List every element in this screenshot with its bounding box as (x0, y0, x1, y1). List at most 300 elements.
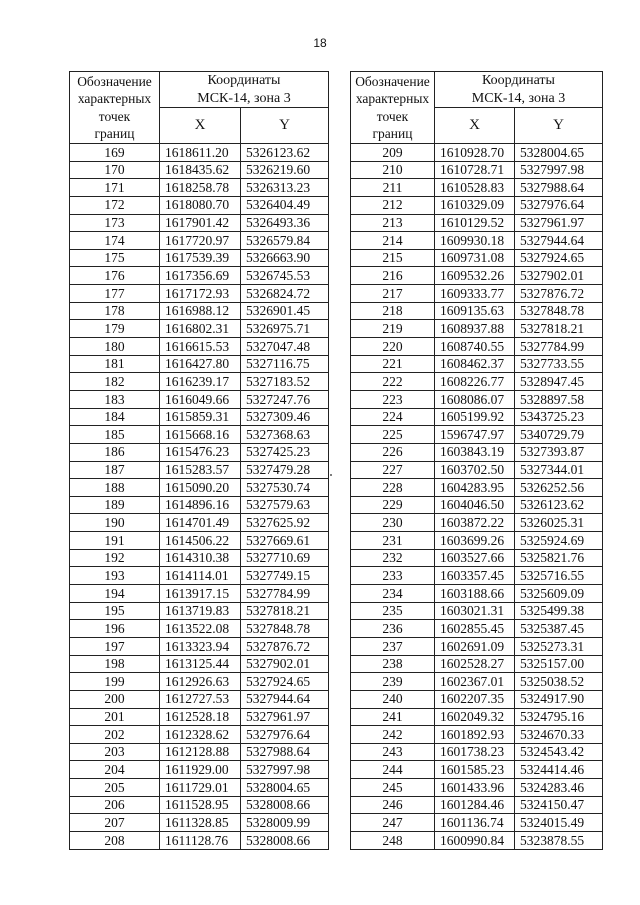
table-row (351, 355, 603, 373)
x-coordinate-cell: 1609135.63 (435, 302, 515, 320)
x-coordinate-cell: 1603843.19 (435, 443, 515, 461)
point-number-cell: 197 (70, 637, 160, 655)
coordinates-header: Координаты МСК-14, зона 3 (435, 72, 603, 108)
point-number-cell: 182 (70, 373, 160, 391)
point-number-cell: 179 (70, 320, 160, 338)
y-coordinate-cell: 5327784.99 (241, 585, 329, 603)
table-row (351, 620, 603, 638)
table-row (351, 796, 603, 814)
table-row (70, 179, 329, 197)
table-row (351, 373, 603, 391)
table-row (70, 637, 329, 655)
table-row (351, 461, 603, 479)
y-header: Y (241, 108, 329, 144)
point-number-cell: 206 (70, 796, 160, 814)
point-label-header: Обозначение характерных точек границ (70, 72, 160, 144)
table-row (351, 196, 603, 214)
y-coordinate-cell: 5323878.55 (515, 831, 603, 849)
y-coordinate-cell: 5326219.60 (241, 161, 329, 179)
point-number-cell: 194 (70, 585, 160, 603)
table-row (351, 743, 603, 761)
table-row (70, 461, 329, 479)
point-number-cell: 185 (70, 426, 160, 444)
table-row (351, 814, 603, 832)
point-number-cell: 234 (351, 585, 435, 603)
x-coordinate-cell: 1601585.23 (435, 761, 515, 779)
x-coordinate-cell: 1615476.23 (160, 443, 241, 461)
point-number-cell: 169 (70, 144, 160, 162)
y-coordinate-cell: 5325716.55 (515, 567, 603, 585)
point-number-cell: 222 (351, 373, 435, 391)
y-coordinate-cell: 5327749.15 (241, 567, 329, 585)
point-number-cell: 214 (351, 232, 435, 250)
point-number-cell: 184 (70, 408, 160, 426)
x-coordinate-cell: 1612128.88 (160, 743, 241, 761)
point-number-cell: 208 (70, 831, 160, 849)
y-coordinate-cell: 5328004.65 (515, 144, 603, 162)
y-coordinate-cell: 5343725.23 (515, 408, 603, 426)
table-row (70, 479, 329, 497)
point-number-cell: 200 (70, 690, 160, 708)
table-row (70, 285, 329, 303)
y-coordinate-cell: 5327309.46 (241, 408, 329, 426)
point-number-cell: 172 (70, 196, 160, 214)
y-coordinate-cell: 5328897.58 (515, 390, 603, 408)
table-body-left (70, 144, 329, 850)
x-coordinate-cell: 1616615.53 (160, 338, 241, 356)
x-coordinate-cell: 1596747.97 (435, 426, 515, 444)
y-coordinate-cell: 5327997.98 (241, 761, 329, 779)
x-coordinate-cell: 1616427.80 (160, 355, 241, 373)
table-row (351, 320, 603, 338)
x-coordinate-cell: 1617539.39 (160, 249, 241, 267)
x-coordinate-cell: 1610329.09 (435, 196, 515, 214)
y-coordinate-cell: 5327425.23 (241, 443, 329, 461)
y-coordinate-cell: 5326123.62 (515, 496, 603, 514)
table-row (351, 214, 603, 232)
table-row (351, 496, 603, 514)
table-row (351, 673, 603, 691)
point-number-cell: 248 (351, 831, 435, 849)
point-number-cell: 198 (70, 655, 160, 673)
y-coordinate-cell: 5327818.21 (515, 320, 603, 338)
table-row (70, 373, 329, 391)
point-number-cell: 202 (70, 726, 160, 744)
table-row (351, 267, 603, 285)
y-coordinate-cell: 5326901.45 (241, 302, 329, 320)
table-row (351, 585, 603, 603)
x-coordinate-cell: 1614310.38 (160, 549, 241, 567)
y-coordinate-cell: 5324414.46 (515, 761, 603, 779)
table-row (70, 567, 329, 585)
x-coordinate-cell: 1603872.22 (435, 514, 515, 532)
x-coordinate-cell: 1611929.00 (160, 761, 241, 779)
x-coordinate-cell: 1617172.93 (160, 285, 241, 303)
table-row (351, 408, 603, 426)
y-coordinate-cell: 5328009.99 (241, 814, 329, 832)
point-number-cell: 227 (351, 461, 435, 479)
point-number-cell: 171 (70, 179, 160, 197)
y-coordinate-cell: 5327247.76 (241, 390, 329, 408)
y-coordinate-cell: 5325499.38 (515, 602, 603, 620)
table-row (70, 831, 329, 849)
x-coordinate-cell: 1611128.76 (160, 831, 241, 849)
x-coordinate-cell: 1613719.83 (160, 602, 241, 620)
table-row (351, 708, 603, 726)
x-coordinate-cell: 1613522.08 (160, 620, 241, 638)
point-number-cell: 174 (70, 232, 160, 250)
table-row (70, 320, 329, 338)
x-coordinate-cell: 1603357.45 (435, 567, 515, 585)
x-coordinate-cell: 1611328.85 (160, 814, 241, 832)
x-coordinate-cell: 1617356.69 (160, 267, 241, 285)
table-row (351, 567, 603, 585)
x-coordinate-cell: 1609930.18 (435, 232, 515, 250)
point-number-cell: 204 (70, 761, 160, 779)
table-row (351, 479, 603, 497)
point-number-cell: 221 (351, 355, 435, 373)
table-row (70, 620, 329, 638)
point-number-cell: 212 (351, 196, 435, 214)
table-row (351, 514, 603, 532)
table-row (351, 690, 603, 708)
x-coordinate-cell: 1609532.26 (435, 267, 515, 285)
y-coordinate-cell: 5327997.98 (515, 161, 603, 179)
table-row (70, 814, 329, 832)
table-row (70, 743, 329, 761)
y-coordinate-cell: 5326313.23 (241, 179, 329, 197)
table-row (351, 179, 603, 197)
x-coordinate-cell: 1601136.74 (435, 814, 515, 832)
y-coordinate-cell: 5327976.64 (515, 196, 603, 214)
table-row (70, 514, 329, 532)
y-coordinate-cell: 5327988.64 (241, 743, 329, 761)
coordinates-table-left (69, 71, 329, 850)
point-number-cell: 231 (351, 532, 435, 550)
table-row (70, 761, 329, 779)
y-coordinate-cell: 5327848.78 (515, 302, 603, 320)
point-number-cell: 235 (351, 602, 435, 620)
point-number-cell: 209 (351, 144, 435, 162)
x-coordinate-cell: 1610129.52 (435, 214, 515, 232)
table-row (70, 532, 329, 550)
table-row (351, 338, 603, 356)
table-row (351, 831, 603, 849)
x-coordinate-cell: 1614896.16 (160, 496, 241, 514)
y-coordinate-cell: 5326404.49 (241, 196, 329, 214)
point-number-cell: 219 (351, 320, 435, 338)
y-coordinate-cell: 5324917.90 (515, 690, 603, 708)
point-number-cell: 213 (351, 214, 435, 232)
x-coordinate-cell: 1615283.57 (160, 461, 241, 479)
y-coordinate-cell: 5327669.61 (241, 532, 329, 550)
y-coordinate-cell: 5327579.63 (241, 496, 329, 514)
x-coordinate-cell: 1608937.88 (435, 320, 515, 338)
table-row (70, 443, 329, 461)
x-coordinate-cell: 1615668.16 (160, 426, 241, 444)
y-coordinate-cell: 5326493.36 (241, 214, 329, 232)
point-number-cell: 192 (70, 549, 160, 567)
y-coordinate-cell: 5327625.92 (241, 514, 329, 532)
table-row (70, 267, 329, 285)
x-coordinate-cell: 1608462.37 (435, 355, 515, 373)
y-coordinate-cell: 5324670.33 (515, 726, 603, 744)
point-number-cell: 236 (351, 620, 435, 638)
x-coordinate-cell: 1602207.35 (435, 690, 515, 708)
point-number-cell: 175 (70, 249, 160, 267)
y-coordinate-cell: 5328004.65 (241, 779, 329, 797)
x-header: X (160, 108, 241, 144)
y-coordinate-cell: 5327116.75 (241, 355, 329, 373)
x-coordinate-cell: 1618080.70 (160, 196, 241, 214)
point-number-cell: 240 (351, 690, 435, 708)
x-coordinate-cell: 1610528.83 (435, 179, 515, 197)
y-coordinate-cell: 5327944.64 (515, 232, 603, 250)
x-coordinate-cell: 1608740.55 (435, 338, 515, 356)
y-coordinate-cell: 5327876.72 (241, 637, 329, 655)
table-row (351, 390, 603, 408)
x-coordinate-cell: 1615090.20 (160, 479, 241, 497)
table-row (70, 196, 329, 214)
x-coordinate-cell: 1609333.77 (435, 285, 515, 303)
y-coordinate-cell: 5326123.62 (241, 144, 329, 162)
point-number-cell: 180 (70, 338, 160, 356)
x-coordinate-cell: 1603699.26 (435, 532, 515, 550)
x-coordinate-cell: 1611729.01 (160, 779, 241, 797)
point-number-cell: 205 (70, 779, 160, 797)
x-header: X (435, 108, 515, 144)
coordinates-header: Координаты МСК-14, зона 3 (160, 72, 329, 108)
y-coordinate-cell: 5327961.97 (515, 214, 603, 232)
point-number-cell: 199 (70, 673, 160, 691)
point-number-cell: 201 (70, 708, 160, 726)
x-coordinate-cell: 1608226.77 (435, 373, 515, 391)
table-row (70, 602, 329, 620)
point-number-cell: 170 (70, 161, 160, 179)
y-coordinate-cell: 5325821.76 (515, 549, 603, 567)
table-row (351, 285, 603, 303)
x-coordinate-cell: 1614114.01 (160, 567, 241, 585)
point-number-cell: 245 (351, 779, 435, 797)
y-coordinate-cell: 5325924.69 (515, 532, 603, 550)
y-coordinate-cell: 5327393.87 (515, 443, 603, 461)
y-coordinate-cell: 5327047.48 (241, 338, 329, 356)
point-number-cell: 190 (70, 514, 160, 532)
point-number-cell: 246 (351, 796, 435, 814)
point-number-cell: 207 (70, 814, 160, 832)
table-row (351, 549, 603, 567)
point-number-cell: 177 (70, 285, 160, 303)
point-number-cell: 195 (70, 602, 160, 620)
table-row (351, 144, 603, 162)
table-row (70, 232, 329, 250)
y-coordinate-cell: 5325273.31 (515, 637, 603, 655)
y-coordinate-cell: 5324015.49 (515, 814, 603, 832)
table-row (351, 302, 603, 320)
x-coordinate-cell: 1600990.84 (435, 831, 515, 849)
x-coordinate-cell: 1603188.66 (435, 585, 515, 603)
y-coordinate-cell: 5327988.64 (515, 179, 603, 197)
x-coordinate-cell: 1612528.18 (160, 708, 241, 726)
point-number-cell: 220 (351, 338, 435, 356)
point-number-cell: 233 (351, 567, 435, 585)
point-label-header: Обозначение характерных точек границ (351, 72, 435, 144)
table-row (351, 232, 603, 250)
y-coordinate-cell: 5327530.74 (241, 479, 329, 497)
scan-speck (330, 474, 332, 476)
point-number-cell: 186 (70, 443, 160, 461)
y-coordinate-cell: 5327848.78 (241, 620, 329, 638)
x-coordinate-cell: 1613917.15 (160, 585, 241, 603)
point-number-cell: 217 (351, 285, 435, 303)
x-coordinate-cell: 1601433.96 (435, 779, 515, 797)
table-row (351, 779, 603, 797)
point-number-cell: 241 (351, 708, 435, 726)
x-coordinate-cell: 1610728.71 (435, 161, 515, 179)
point-number-cell: 181 (70, 355, 160, 373)
x-coordinate-cell: 1608086.07 (435, 390, 515, 408)
table-row (70, 655, 329, 673)
point-number-cell: 178 (70, 302, 160, 320)
point-number-cell: 244 (351, 761, 435, 779)
point-number-cell: 196 (70, 620, 160, 638)
x-coordinate-cell: 1609731.08 (435, 249, 515, 267)
point-number-cell: 176 (70, 267, 160, 285)
x-coordinate-cell: 1603702.50 (435, 461, 515, 479)
table-body-right (351, 144, 603, 850)
table-row (351, 726, 603, 744)
point-number-cell: 238 (351, 655, 435, 673)
y-coordinate-cell: 5324150.47 (515, 796, 603, 814)
x-coordinate-cell: 1602691.09 (435, 637, 515, 655)
y-coordinate-cell: 5325038.52 (515, 673, 603, 691)
x-coordinate-cell: 1610928.70 (435, 144, 515, 162)
y-coordinate-cell: 5325609.09 (515, 585, 603, 603)
point-number-cell: 230 (351, 514, 435, 532)
y-coordinate-cell: 5327944.64 (241, 690, 329, 708)
y-header: Y (515, 108, 603, 144)
x-coordinate-cell: 1617720.97 (160, 232, 241, 250)
table-row (70, 796, 329, 814)
x-coordinate-cell: 1615859.31 (160, 408, 241, 426)
table-row (351, 426, 603, 444)
x-coordinate-cell: 1602855.45 (435, 620, 515, 638)
table-row (70, 585, 329, 603)
x-coordinate-cell: 1618258.78 (160, 179, 241, 197)
x-coordinate-cell: 1605199.92 (435, 408, 515, 426)
point-number-cell: 193 (70, 567, 160, 585)
table-row (70, 426, 329, 444)
x-coordinate-cell: 1603021.31 (435, 602, 515, 620)
point-number-cell: 218 (351, 302, 435, 320)
y-coordinate-cell: 5324283.46 (515, 779, 603, 797)
point-number-cell: 173 (70, 214, 160, 232)
y-coordinate-cell: 5326663.90 (241, 249, 329, 267)
y-coordinate-cell: 5327924.65 (515, 249, 603, 267)
y-coordinate-cell: 5326025.31 (515, 514, 603, 532)
x-coordinate-cell: 1614506.22 (160, 532, 241, 550)
y-coordinate-cell: 5328008.66 (241, 796, 329, 814)
y-coordinate-cell: 5325387.45 (515, 620, 603, 638)
table-row (70, 708, 329, 726)
y-coordinate-cell: 5327924.65 (241, 673, 329, 691)
page-number: 18 (313, 36, 327, 50)
table-row (70, 408, 329, 426)
point-number-cell: 183 (70, 390, 160, 408)
y-coordinate-cell: 5327902.01 (515, 267, 603, 285)
y-coordinate-cell: 5327710.69 (241, 549, 329, 567)
table-row (70, 214, 329, 232)
table-row (351, 249, 603, 267)
point-number-cell: 237 (351, 637, 435, 655)
point-number-cell: 211 (351, 179, 435, 197)
y-coordinate-cell: 5326745.53 (241, 267, 329, 285)
y-coordinate-cell: 5327368.63 (241, 426, 329, 444)
x-coordinate-cell: 1601738.23 (435, 743, 515, 761)
point-number-cell: 232 (351, 549, 435, 567)
x-coordinate-cell: 1617901.42 (160, 214, 241, 232)
y-coordinate-cell: 5326975.71 (241, 320, 329, 338)
y-coordinate-cell: 5327733.55 (515, 355, 603, 373)
point-number-cell: 242 (351, 726, 435, 744)
y-coordinate-cell: 5327183.52 (241, 373, 329, 391)
y-coordinate-cell: 5327961.97 (241, 708, 329, 726)
y-coordinate-cell: 5340729.79 (515, 426, 603, 444)
point-number-cell: 188 (70, 479, 160, 497)
x-coordinate-cell: 1612926.63 (160, 673, 241, 691)
x-coordinate-cell: 1612328.62 (160, 726, 241, 744)
y-coordinate-cell: 5326579.84 (241, 232, 329, 250)
point-number-cell: 215 (351, 249, 435, 267)
x-coordinate-cell: 1604046.50 (435, 496, 515, 514)
table-row (351, 602, 603, 620)
table-row (70, 779, 329, 797)
table-row (70, 673, 329, 691)
table-row (70, 355, 329, 373)
table-row (70, 390, 329, 408)
table-row (70, 249, 329, 267)
table-row (351, 443, 603, 461)
point-number-cell: 189 (70, 496, 160, 514)
x-coordinate-cell: 1612727.53 (160, 690, 241, 708)
point-number-cell: 225 (351, 426, 435, 444)
point-number-cell: 203 (70, 743, 160, 761)
table-row (351, 161, 603, 179)
x-coordinate-cell: 1604283.95 (435, 479, 515, 497)
coordinates-table-right (350, 71, 603, 850)
point-number-cell: 226 (351, 443, 435, 461)
point-number-cell: 187 (70, 461, 160, 479)
x-coordinate-cell: 1616802.31 (160, 320, 241, 338)
table-row (70, 338, 329, 356)
table-row (70, 302, 329, 320)
y-coordinate-cell: 5328008.66 (241, 831, 329, 849)
point-number-cell: 228 (351, 479, 435, 497)
table-row (351, 655, 603, 673)
x-coordinate-cell: 1602528.27 (435, 655, 515, 673)
point-number-cell: 239 (351, 673, 435, 691)
point-number-cell: 223 (351, 390, 435, 408)
table-row (351, 532, 603, 550)
table-row (70, 690, 329, 708)
table-row (70, 726, 329, 744)
table-row (70, 144, 329, 162)
y-coordinate-cell: 5327784.99 (515, 338, 603, 356)
x-coordinate-cell: 1601284.46 (435, 796, 515, 814)
x-coordinate-cell: 1618611.20 (160, 144, 241, 162)
point-number-cell: 243 (351, 743, 435, 761)
y-coordinate-cell: 5327479.28 (241, 461, 329, 479)
